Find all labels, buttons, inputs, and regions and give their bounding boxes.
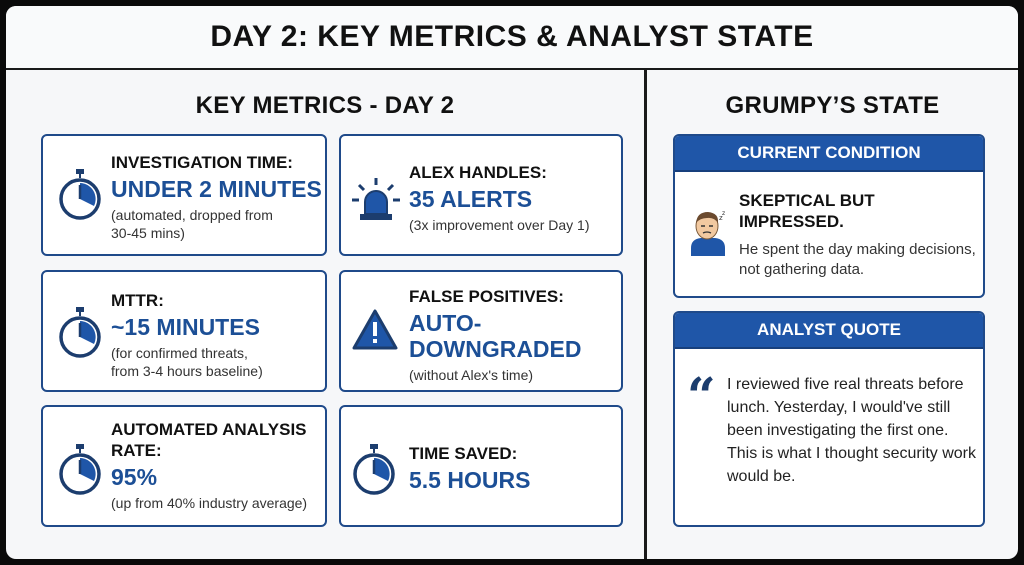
metric-card-false-positives xyxy=(339,270,623,392)
panel-header: ANALYST QUOTE xyxy=(675,313,983,349)
metric-note: (3x improvement over Day 1) xyxy=(409,217,590,233)
column-divider xyxy=(644,70,647,559)
metric-label: MTTR: xyxy=(111,291,164,310)
metric-value: 5.5 HOURS xyxy=(409,467,531,493)
metric-note: (without Alex's time) xyxy=(409,367,534,383)
analyst-quote-panel xyxy=(673,311,985,527)
metric-note: from 3-4 hours baseline) xyxy=(111,363,263,379)
metric-card-alex-handles xyxy=(339,134,623,256)
stopwatch-icon xyxy=(57,306,103,360)
analyst-quote-text: I reviewed five real threats before lunch. Yesterday, I would've still been investigating the first one. This is what I thought security work would be. xyxy=(727,376,976,485)
metric-note: (up from 40% industry average) xyxy=(111,495,308,511)
metric-note: 30-45 mins) xyxy=(111,225,185,241)
metric-note: (for confirmed threats, xyxy=(111,345,248,361)
condition-description: He spent the day making decisions, not gathering data. xyxy=(739,241,976,278)
current-condition-panel xyxy=(673,134,985,298)
key-metrics-heading: KEY METRICS - DAY 2 xyxy=(195,92,455,119)
title-bar xyxy=(6,6,1018,70)
warning-triangle-icon xyxy=(351,308,399,352)
metric-label: AUTOMATED ANALYSIS xyxy=(111,420,307,439)
quote-mark-icon: “ xyxy=(687,366,716,425)
condition-title: IMPRESSED. xyxy=(739,212,844,231)
metric-value: 35 ALERTS xyxy=(409,186,533,212)
svg-text:z: z xyxy=(719,214,723,222)
metric-value: UNDER 2 MINUTES xyxy=(111,176,322,202)
infographic-frame xyxy=(6,6,1018,559)
metric-card-mttr xyxy=(41,270,327,392)
metric-label: INVESTIGATION TIME: xyxy=(111,153,293,172)
metric-label: TIME SAVED: xyxy=(409,444,518,463)
metric-label: ALEX HANDLES: xyxy=(409,163,547,182)
metric-label: FALSE POSITIVES: xyxy=(409,287,564,306)
tired-analyst-icon xyxy=(687,208,729,256)
metric-label: RATE: xyxy=(111,441,162,460)
condition-title: SKEPTICAL BUT xyxy=(739,191,875,210)
page-title: DAY 2: KEY METRICS & ANALYST STATE xyxy=(210,20,814,53)
stopwatch-icon xyxy=(57,168,103,222)
metric-card-investigation-time xyxy=(41,134,327,256)
stopwatch-icon xyxy=(57,443,103,497)
metric-value: ~15 MINUTES xyxy=(111,314,260,340)
metric-card-time-saved xyxy=(339,405,623,527)
metric-note: (automated, dropped from xyxy=(111,207,273,223)
metric-card-automated-analysis-rate xyxy=(41,405,327,527)
metric-value: AUTO- xyxy=(409,310,482,336)
metric-value: DOWNGRADED xyxy=(409,336,582,362)
metric-value: 95% xyxy=(111,464,158,490)
analyst-state-heading: GRUMPY’S STATE xyxy=(725,92,940,119)
stopwatch-icon xyxy=(351,443,397,497)
svg-text:z: z xyxy=(722,210,726,217)
panel-header: CURRENT CONDITION xyxy=(675,136,983,172)
alarm-siren-icon xyxy=(349,176,403,224)
